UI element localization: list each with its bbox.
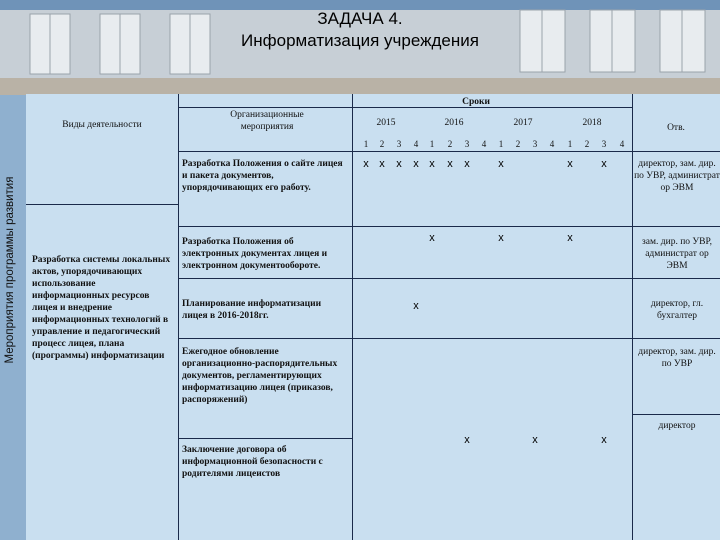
responsible-row-1: директор, зам. дир. по УВР, администрат ор ЭВМ	[634, 159, 720, 193]
quarter-number: 1	[429, 139, 435, 149]
quarter-number: 4	[481, 139, 487, 149]
year-2016: 2016	[444, 118, 464, 128]
quarter-number: 4	[549, 139, 555, 149]
measure-annual-update: Ежегодное обновление организационно-распорядительных документов, регламентирующих информатизацию лицея (приказов, распоряжений)	[182, 347, 338, 405]
quarter-number: 4	[619, 139, 625, 149]
responsible-row-5: директор	[658, 421, 696, 431]
task-number: ЗАДАЧА 4.	[317, 9, 403, 28]
schedule-mark: x	[363, 158, 369, 170]
year-2015: 2015	[376, 118, 396, 128]
schedule-mark: x	[429, 158, 435, 170]
responsible-row-4: директор, зам. дир. по УВР	[638, 347, 716, 369]
schedule-mark: x	[532, 434, 538, 446]
quarter-number: 3	[464, 139, 470, 149]
side-label: Мероприятия программы развития	[4, 176, 16, 364]
quarter-number: 3	[396, 139, 402, 149]
quarter-number: 3	[601, 139, 607, 149]
year-2018: 2018	[582, 118, 602, 128]
schedule-mark: x	[464, 158, 470, 170]
header-terms: Сроки	[462, 97, 490, 107]
header-measures: Организационные мероприятия	[230, 110, 304, 132]
schedule-table	[26, 94, 720, 540]
schedule-mark: x	[464, 434, 470, 446]
schedule-mark: x	[396, 158, 402, 170]
schedule-mark: x	[567, 158, 573, 170]
header-responsible: Отв.	[667, 123, 685, 133]
quarter-number: 1	[567, 139, 573, 149]
activity-description: Разработка системы локальных актов, упорядочивающих использование информационных ресурсов лицея и внедрение информационных технологий в управление и педагогический процесс лицея, плана (программы) информатизации	[32, 255, 171, 361]
measure-electronic-documents: Разработка Положения об электронных документах лицея и электронном документообороте.	[182, 237, 328, 271]
quarter-number: 3	[532, 139, 538, 149]
schedule-mark: x	[601, 158, 607, 170]
schedule-mark: x	[413, 300, 419, 312]
schedule-mark: x	[498, 232, 504, 244]
quarter-number: 2	[447, 139, 453, 149]
schedule-mark: x	[429, 232, 435, 244]
quarter-number: 1	[363, 139, 369, 149]
schedule-mark: x	[601, 434, 607, 446]
quarter-number: 2	[584, 139, 590, 149]
quarter-number: 2	[379, 139, 385, 149]
measure-security-agreement: Заключение договора об информационной безопасности с родителями лицеистов	[182, 445, 323, 479]
schedule-mark: x	[379, 158, 385, 170]
schedule-mark: x	[413, 158, 419, 170]
schedule-mark: x	[447, 158, 453, 170]
quarter-number: 1	[498, 139, 504, 149]
quarter-number: 2	[515, 139, 521, 149]
measure-planning: Планирование информатизации лицея в 2016-2018гг.	[182, 299, 322, 321]
schedule-mark: x	[567, 232, 573, 244]
schedule-mark: x	[498, 158, 504, 170]
responsible-row-3: директор, гл. бухгалтер	[650, 299, 704, 321]
quarter-number: 4	[413, 139, 419, 149]
task-title: Информатизация учреждения	[241, 31, 479, 50]
title-block	[0, 8, 720, 52]
header-activity: Виды деятельности	[62, 120, 142, 130]
responsible-row-2: зам. дир. по УВР, администрат ор ЭВМ	[642, 237, 712, 271]
measure-site-regulation: Разработка Положения о сайте лицея и пакета документов, упорядочивающих его работу.	[182, 159, 343, 193]
year-2017: 2017	[513, 118, 533, 128]
